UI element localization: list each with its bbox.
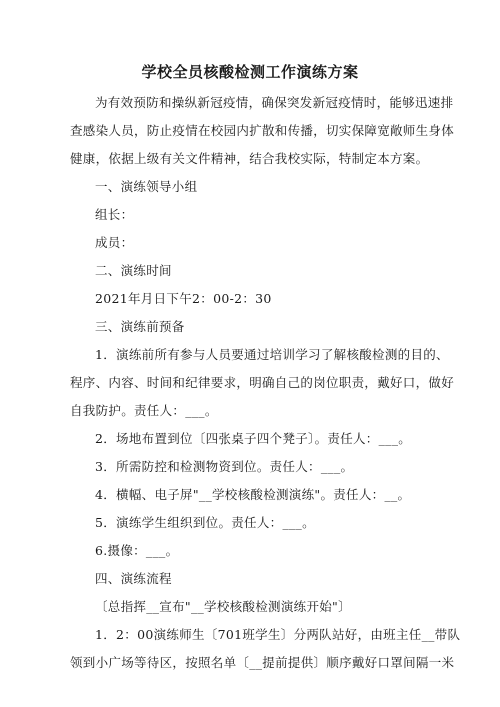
prep-item-5: 5．演练学生组织到位。责任人：___。 (95, 515, 315, 530)
time-line: 2021年月日下午2：00-2：30 (95, 291, 272, 306)
prep-item-1-line-1: 1．演练前所有参与人员要通过培训学习了解核酸检测的目的、 (95, 347, 449, 362)
section-heading-3: 三、演练前预备 (95, 319, 185, 334)
prep-item-2: 2．场地布置到位〔四张桌子四个凳子〕。责任人：___。 (95, 431, 412, 446)
flow-item-1-line-2: 领到小广场等待区，按照名单〔__提前提供〕顺序戴好口罩间隔一米 (70, 655, 455, 670)
intro-line-2: 查感染人员，防止疫情在校园内扩散和传播，切实保障宽敞师生身体 (70, 123, 455, 138)
members-line: 成员： (95, 235, 134, 250)
section-heading-4: 四、演练流程 (95, 571, 172, 586)
prep-item-1-line-3: 自我防护。责任人：___。 (70, 403, 218, 418)
section-heading-2: 二、演练时间 (95, 263, 172, 278)
flow-item-1-line-1: 1．2：00演练师生〔701班学生〕分两队站好，由班主任__带队 (95, 627, 461, 642)
prep-item-3: 3．所需防控和检测物资到位。责任人：___。 (95, 459, 354, 474)
intro-line-1: 为有效预防和操纵新冠疫情，确保突发新冠疫情时，能够迅速排 (95, 95, 454, 110)
leader-line: 组长： (95, 207, 134, 222)
flow-command: 〔总指挥__宣布"__学校核酸检测演练开始"〕 (95, 599, 351, 614)
section-heading-1: 一、演练领导小组 (95, 179, 198, 194)
prep-item-4: 4．横幅、电子屏"__学校核酸检测演练"。责任人：__。 (95, 487, 411, 502)
intro-line-3: 健康，依据上级有关文件精神，结合我校实际，特制定本方案。 (70, 151, 429, 166)
prep-item-1-line-2: 程序、内容、时间和纪律要求，明确自己的岗位职责，戴好口，做好 (70, 375, 455, 390)
prep-item-6: 6.摄像：___。 (95, 543, 179, 558)
page-title: 学校全员核酸检测工作演练方案 (141, 63, 359, 81)
